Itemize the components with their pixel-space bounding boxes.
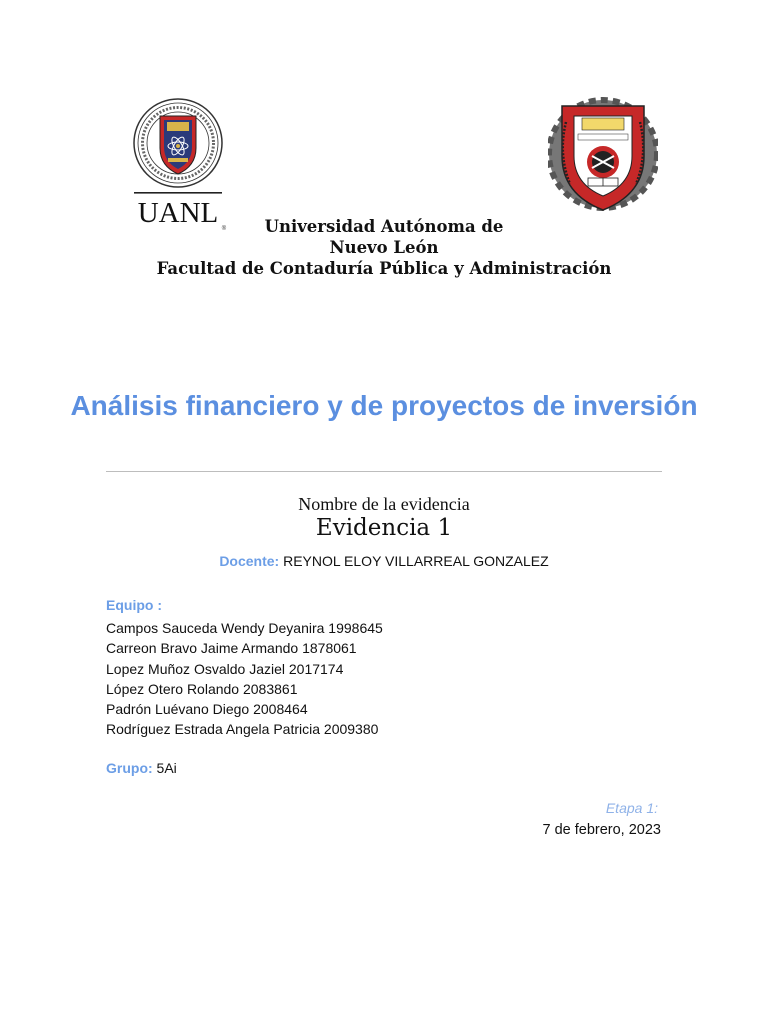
group-label: Grupo:: [106, 760, 153, 776]
uanl-logo: [128, 96, 228, 236]
stage-label: Etapa 1:: [605, 800, 658, 816]
uanl-seal-icon: [128, 96, 228, 236]
facpya-logo: [548, 92, 658, 222]
team-member: Rodríguez Estrada Angela Patricia 2009380: [106, 721, 379, 738]
group-value: 5Ai: [156, 760, 177, 776]
university-name-line2: Nuevo León: [329, 238, 439, 257]
faculty-name: Facultad de Contaduría Pública y Administración: [156, 259, 612, 278]
teacher-name: REYNOL ELOY VILLARREAL GONZALEZ: [283, 553, 549, 569]
team-member: Padrón Luévano Diego 2008464: [106, 701, 308, 718]
teacher-line: [0, 553, 768, 569]
team-list: [106, 618, 383, 740]
group-line: [106, 760, 177, 776]
registered-mark: ®: [221, 226, 227, 232]
team-member: Lopez Muñoz Osvaldo Jaziel 2017174: [106, 660, 344, 677]
university-heading: [0, 216, 768, 279]
team-member: Campos Sauceda Wendy Deyanira 1998645: [106, 620, 383, 636]
team-member: López Otero Rolando 2083861: [106, 680, 298, 697]
team-member: Carreon Bravo Jaime Armando 1878061: [106, 640, 357, 657]
evidence-name: Evidencia 1: [315, 515, 453, 541]
facpya-seal-icon: [548, 92, 658, 222]
document-title: Análisis financiero y de proyectos de inversión: [70, 390, 698, 421]
document-date: 7 de febrero, 2023: [542, 822, 661, 838]
university-name-line1: Universidad Autónoma de: [264, 217, 504, 236]
title-divider: [106, 471, 662, 472]
evidence-label: Nombre de la evidencia: [298, 494, 470, 514]
uanl-wordmark: UANL: [137, 197, 219, 229]
team-label: Equipo :: [106, 597, 162, 613]
teacher-label: Docente:: [219, 553, 280, 569]
